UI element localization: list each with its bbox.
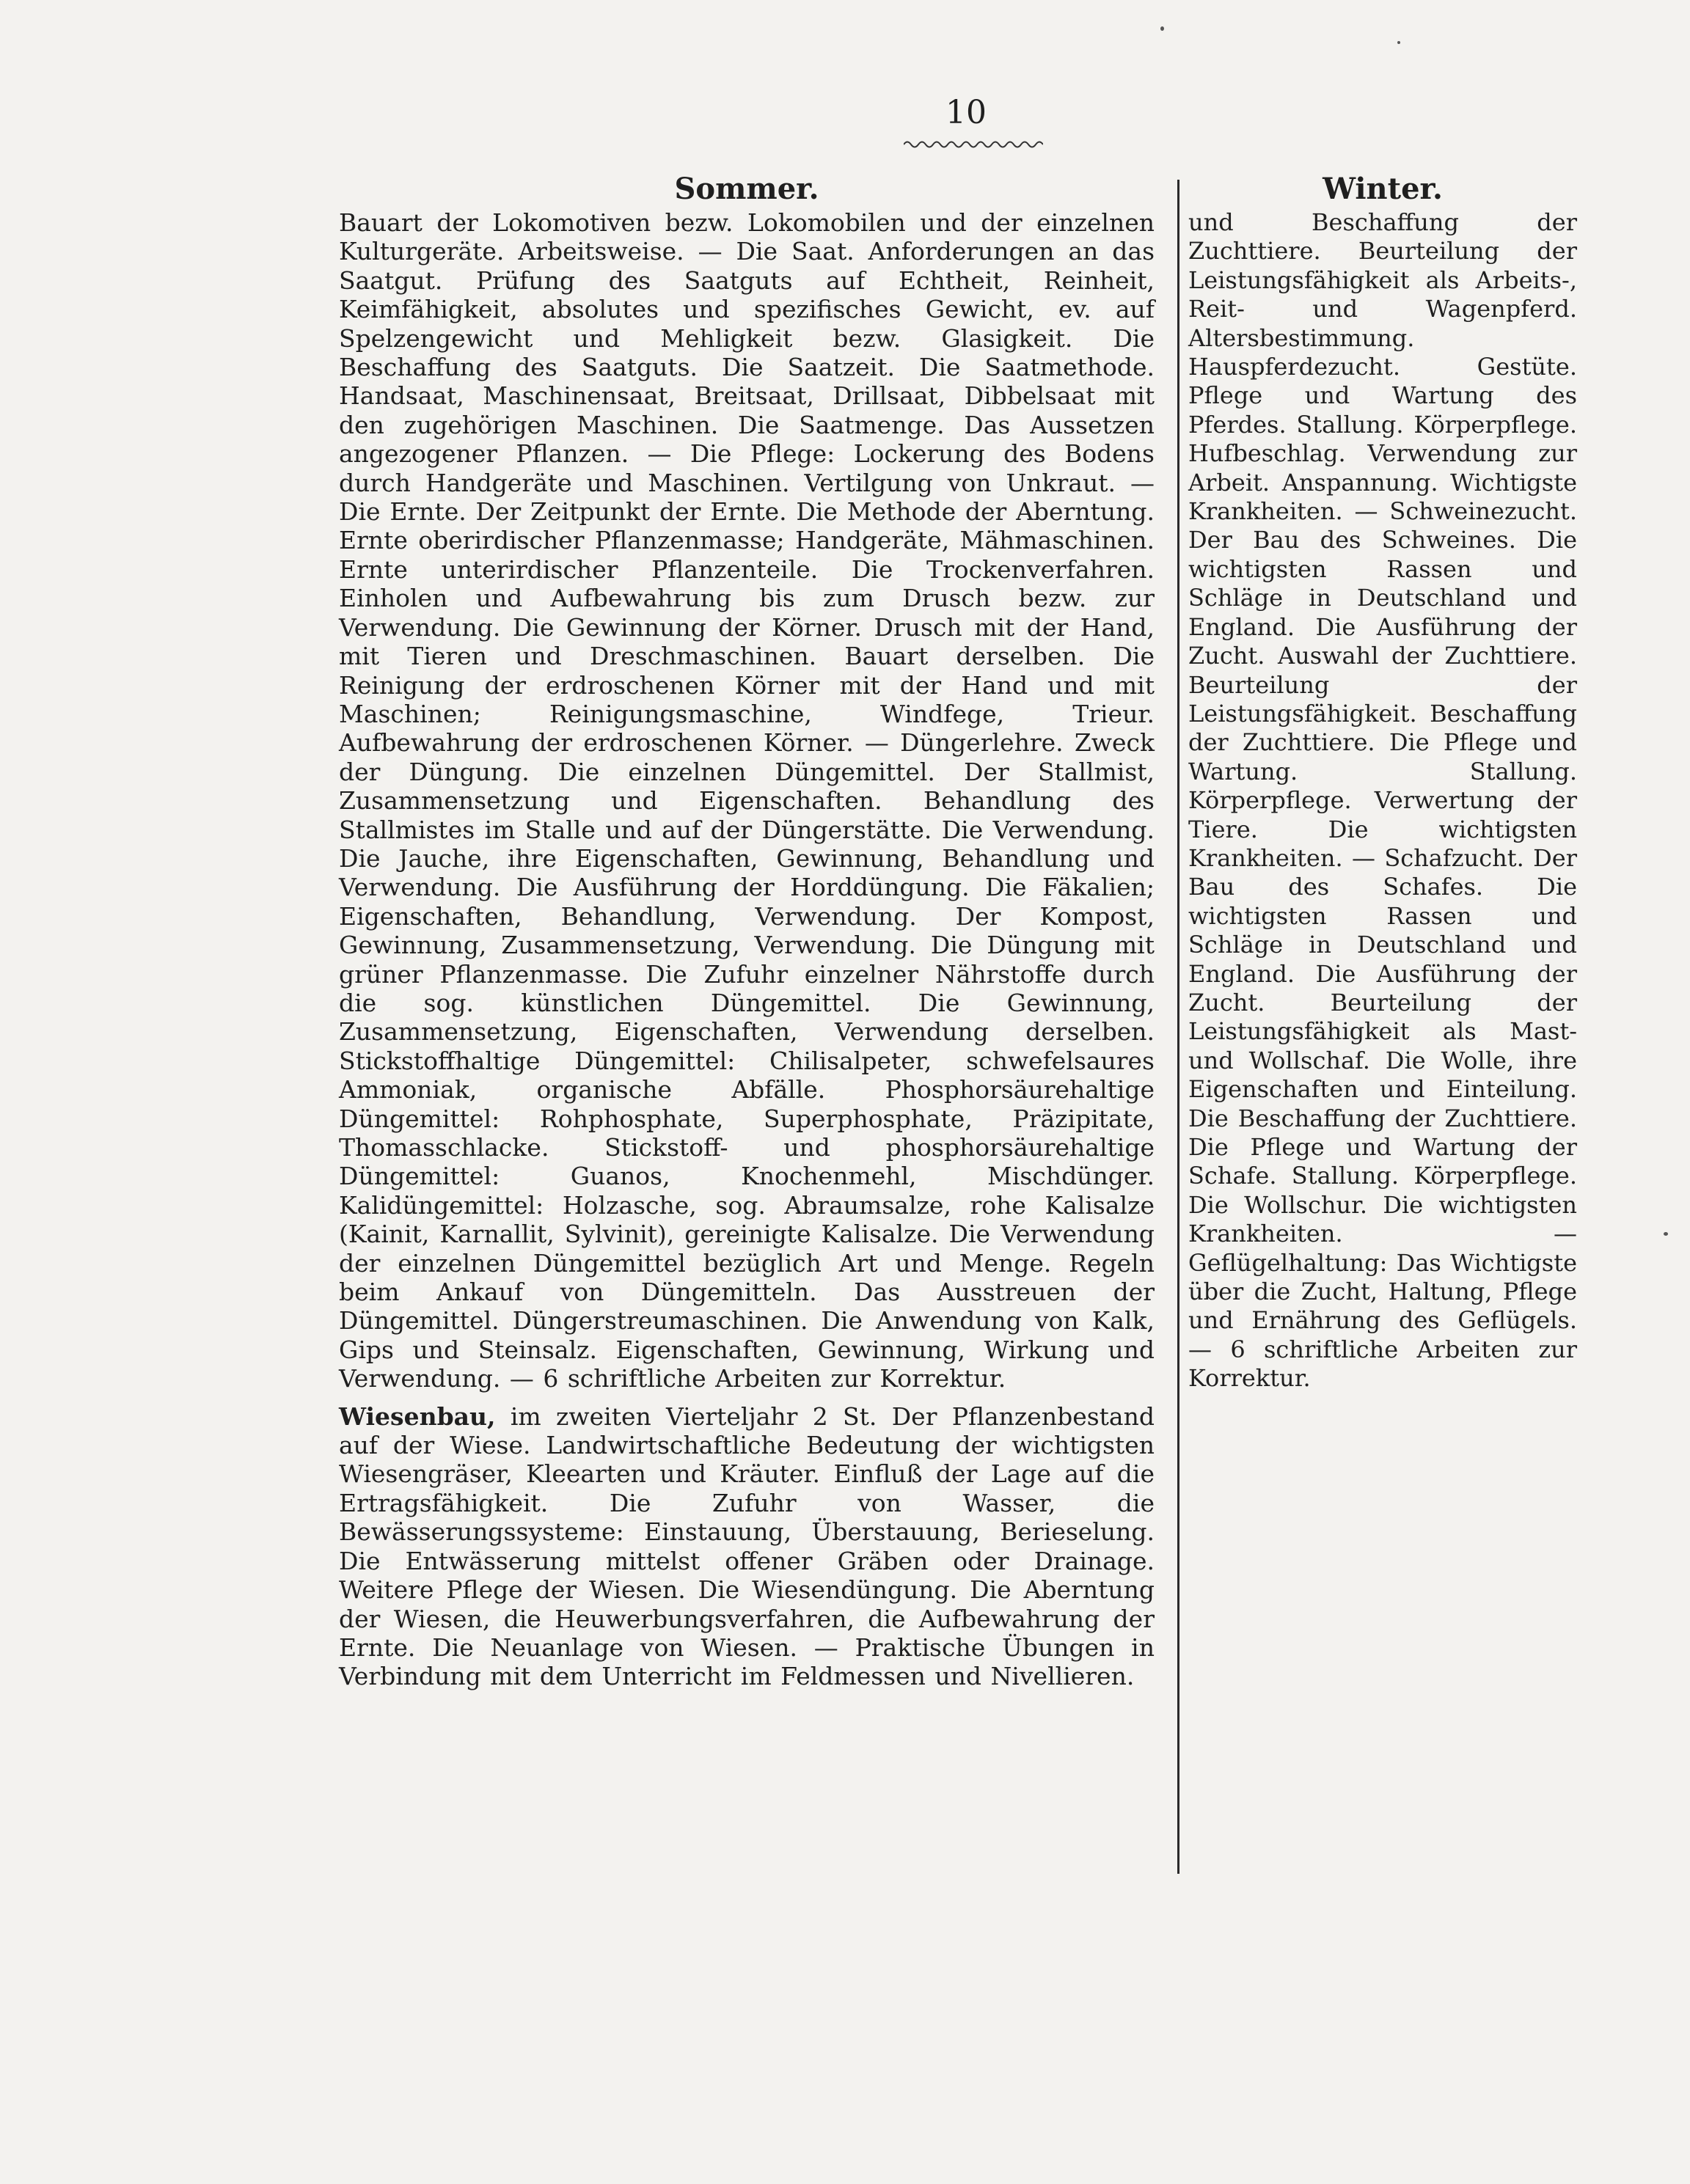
summer-text: Bauart der Lokomotiven bezw. Lokomobilen und der einzelnen Kulturgeräte. Arbeitsweise. — Die Saat. Anforderungen an das Saatgut. Prüfung des Saatguts auf Echtheit, Reinheit, Keimfähigkeit, absolutes und spezifisches Gewicht, ev. auf Spelzengewicht und Mehligkeit bezw. Glasigkeit. Die Beschaffung des Saatguts. Die Saatzeit. Die Saatmethode. Handsaat, Maschinensaat, Breitsaat, Drillsaat, Dibbelsaat mit den zugehörigen Maschinen. Die Saatmenge. Das Aussetzen angezogener Pflanzen. — Die Pflege: Lockerung des Bodens durch Handgeräte und Maschinen. Vertilgung von Unkraut. — Die Ernte. Der Zeitpunkt der Ernte. Die Methode der Aberntung. Ernte oberirdischer Pflanzenmasse; Handgeräte, Mähmaschinen. Ernte unterirdischer Pflanzenteile. Die Trockenverfahren. Einholen und Aufbewahrung bis zum Drusch bezw. zur Verwendung. Die Gewinnung der Körner. Drusch mit der Hand, mit Tieren und Dreschmaschinen. Bauart derselben. Die Reinigung der erdroschenen Körner mit der Hand und mit Maschinen; Reinigungsmaschine, Windfege, Trieur. Aufbewahrung der erdroschenen Körner. — Düngerlehre. Zweck der Düngung. Die einzelnen Düngemittel. Der Stallmist, Zusammensetzung und Eigenschaften. Behandlung des Stallmistes im Stalle und auf der Düngerstätte. Die Verwendung. Die Jauche, ihre Eigenschaften, Gewinnung, Behandlung und Verwendung. Die Ausführung der Horddüngung. Die Fäkalien; Eigenschaften, Behandlung, Verwendung. Der Kompost, Gewinnung, Zusammensetzung, Verwendung. Die Düngung mit grüner Pflanzenmasse. Die Zufuhr einzelner Nährstoffe durch die sog. künstlichen Düngemittel. Die Gewinnung, Zusammensetzung, Eigenschaften, Verwendung derselben. Stickstoffhaltige Düngemittel: Chilisalpeter, schwefelsaures Ammoniak, organische Abfälle. Phosphorsäurehaltige Düngemittel: Rohphosphate, Superphosphate, Präzipitate, Thomasschlacke. Stickstoff- und phosphorsäurehaltige Düngemittel: Guanos, Knochenmehl, Mischdünger. Kalidüngemittel: Holzasche, sog. Abraumsalze, rohe Kalisalze (Kainit, Karnallit, Sylvinit), gereinigte Kalisalze. Die Verwendung der einzelnen Düngemittel bezüglich Art und Menge. Regeln beim Ankauf von Düngemitteln. Das Ausstreuen der Düngemittel. Düngerstreumaschinen. Die Anwendung von Kalk, Gips und Steinsalz. Eigenschaften, Gewinnung, Wirkung und Verwendung. — 6 schriftliche Arbeiten zur Korrektur. <box>339 208 1155 1393</box>
column-divider <box>1177 180 1179 1874</box>
winter-heading: Winter. <box>1323 172 1443 206</box>
summer-heading: Sommer. <box>674 172 819 206</box>
page-speck <box>1397 41 1400 44</box>
page-speck <box>1160 26 1164 31</box>
wiesenbau-lead: Wiesenbau, <box>339 1401 496 1431</box>
summer-column <box>339 170 1155 1691</box>
winter-text: und Beschaffung der Zuchttiere. Beurteilung der Leistungsfähigkeit als Arbeits-, Reit- und Wagenpferd. Altersbestimmung. Hauspferdezucht. Gestüte. Pflege und Wartung des Pferdes. Stallung. Körperpflege. Hufbeschlag. Verwendung zur Arbeit. Anspannung. Wichtigste Krankheiten. — Schweinezucht. Der Bau des Schweines. Die wichtigsten Rassen und Schläge in Deutschland und England. Die Ausführung der Zucht. Auswahl der Zuchttiere. Beurteilung der Leistungsfähigkeit. Beschaffung der Zuchttiere. Die Pflege und Wartung. Stallung. Körperpflege. Verwertung der Tiere. Die wichtigsten Krankheiten. — Schafzucht. Der Bau des Schafes. Die wichtigsten Rassen und Schläge in Deutschland und England. Die Ausführung der Zucht. Beurteilung der Leistungsfähigkeit als Mast- und Wollschaf. Die Wolle, ihre Eigenschaften und Einteilung. Die Beschaffung der Zuchttiere. Die Pflege und Wartung der Schafe. Stallung. Körperpflege. Die Wollschur. Die wichtigsten Krankheiten. — Geflügelhaltung: Das Wichtigste über die Zucht, Haltung, Pflege und Ernährung des Geflügels. — 6 schriftliche Arbeiten zur Korrektur. <box>1188 208 1577 1393</box>
ornamental-rule <box>904 138 1043 151</box>
page-speck <box>1664 1232 1668 1236</box>
wiesenbau-paragraph <box>339 1402 1155 1691</box>
winter-column <box>1188 170 1577 1393</box>
wiesenbau-text: im zweiten Vierteljahr 2 St. Der Pflanzenbestand auf der Wiese. Landwirtschaftliche Bedeutung der wichtigsten Wiesengräser, Kleearten und Kräuter. Einfluß der Lage auf die Ertragsfähigkeit. Die Zufuhr von Wasser, die Bewässerungssysteme: Einstauung, Überstauung, Berieselung. Die Entwässerung mittelst offener Gräben oder Drainage. Weitere Pflege der Wiesen. Die Wiesendüngung. Die Aberntung der Wiesen, die Heuwerbungsverfahren, die Aufbewahrung der Ernte. Die Neuanlage von Wiesen. — Praktische Übungen in Verbindung mit dem Unterricht im Feldmessen und Nivellieren. <box>339 1401 1155 1691</box>
page-number: 10 <box>945 94 987 131</box>
